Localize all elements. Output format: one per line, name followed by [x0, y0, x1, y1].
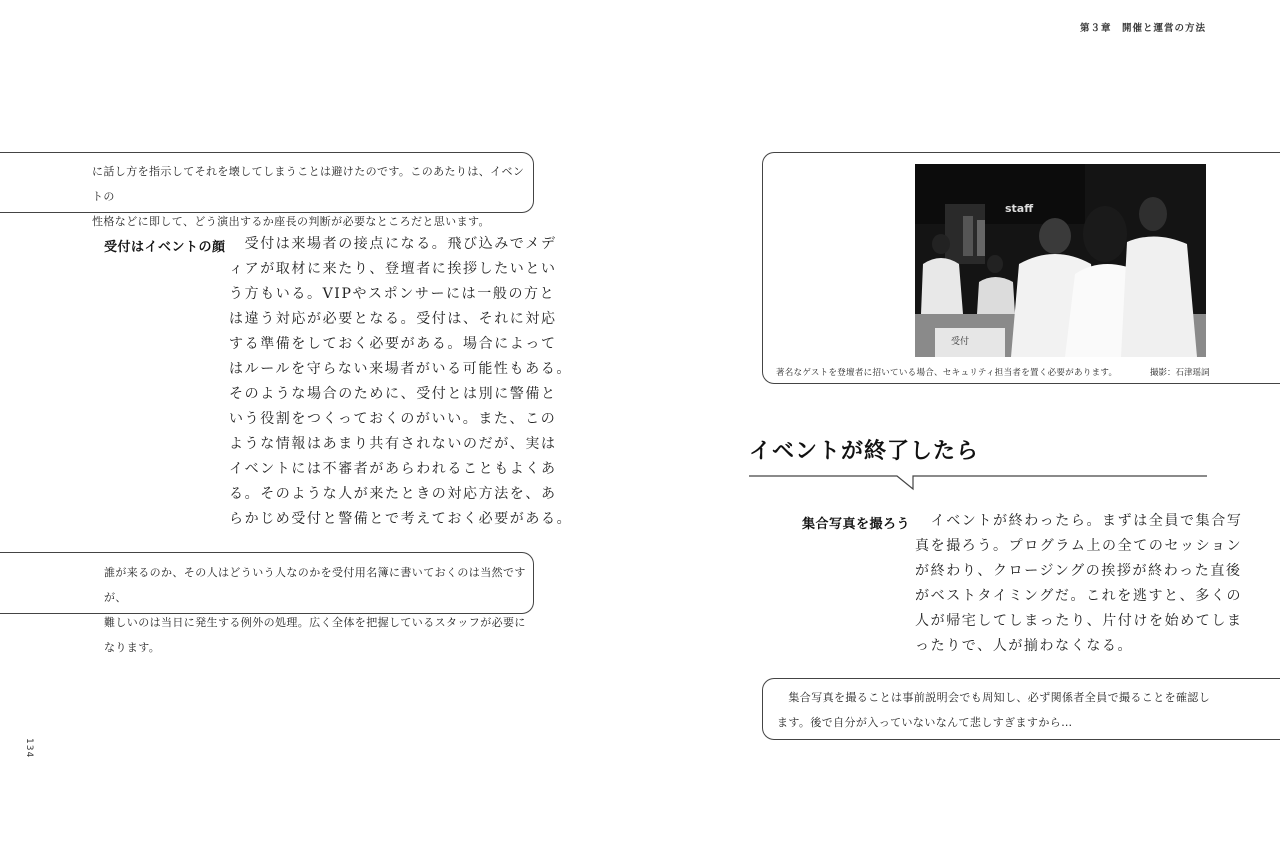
photo-illustration [915, 164, 1206, 357]
note-box-bottom-right [762, 678, 1280, 740]
note-line: ます。後で自分が入っていないなんて悲しすぎますから… [777, 716, 1073, 729]
sidehead-group-photo: 集合写真を撮ろう [802, 517, 911, 532]
note-line: 集合写真を撮ることは事前説明会でも周知し、必ず関係者全員で撮ることを確認し [777, 691, 1211, 704]
body-line: する準備をしておく必要がある。場合によって [229, 336, 557, 352]
body-line: ような情報はあまり共有されないのだが、実は [229, 436, 557, 452]
note-line: 誰が来るのか、その人はどういう人なのかを受付用名簿に書いておくのは当然ですが、 [104, 566, 526, 604]
body-line: イベントには不審者があらわれることもよくあ [229, 461, 557, 477]
staff-sign: staff [1005, 202, 1034, 215]
body-line: は違う対応が必要となる。受付は、それに対応 [229, 311, 557, 327]
body-line: そのような場合のために、受付とは別に警備と [229, 386, 557, 402]
body-line: 真を撮ろう。プログラム上の全てのセッション [915, 538, 1243, 554]
body-line: 人が帰宅してしまったり、片付けを始めてしま [915, 613, 1243, 629]
photo-caption: 著名なゲストを登壇者に招いている場合、セキュリティ担当者を置く必要があります。 [776, 368, 1118, 378]
body-line: はルールを守らない来場者がいる可能性もある。 [229, 361, 572, 377]
body-text-group-photo [915, 509, 1243, 659]
body-line: ィアが取材に来たり、登壇者に挨拶したいとい [229, 261, 557, 277]
photo-credit: 撮影：石津瑶詞 [1150, 368, 1210, 378]
desk-label: 受付 [951, 337, 970, 347]
body-line: う方もいる。VIPやスポンサーには一般の方と [229, 286, 556, 302]
sidehead-reception: 受付はイベントの顔 [104, 240, 226, 255]
note-line: に話し方を指示してそれを壊してしまうことは避けたのです。このあたりは、イベントの [92, 165, 525, 203]
body-line: ったりで、人が揃わなくなる。 [915, 638, 1134, 654]
heading-rule [749, 474, 1209, 492]
body-line: らかじめ受付と警備とで考えておく必要がある。 [229, 511, 573, 527]
body-line: 受付は来場者の接点になる。飛び込みでメデ [229, 236, 557, 252]
body-text-reception [229, 232, 572, 532]
page-number: 134 [24, 738, 34, 759]
note-line: 難しいのは当日に発生する例外の処理。広く全体を把握しているスタッフが必要になります。 [104, 616, 526, 654]
note-line: 性格などに即して、どう演出するか座長の判断が必要なところだと思います。 [92, 215, 490, 228]
photo-reception-staff [915, 164, 1206, 357]
note-box-bottom-left [0, 552, 534, 654]
body-line: が終わり、クロージングの挨拶が終わった直後 [915, 563, 1242, 579]
body-line: イベントが終わったら。まずは全員で集合写 [915, 513, 1243, 529]
note-box-top [0, 152, 534, 228]
body-line: いう役割をつくっておくのがいい。また、この [229, 411, 557, 427]
section-heading: イベントが終了したら [749, 439, 980, 464]
body-line: る。そのような人が来たときの対応方法を、あ [229, 486, 557, 502]
chapter-header: 第３章 開催と運営の方法 [1079, 23, 1206, 34]
body-line: がベストタイミングだ。これを逃すと、多くの [915, 588, 1243, 604]
